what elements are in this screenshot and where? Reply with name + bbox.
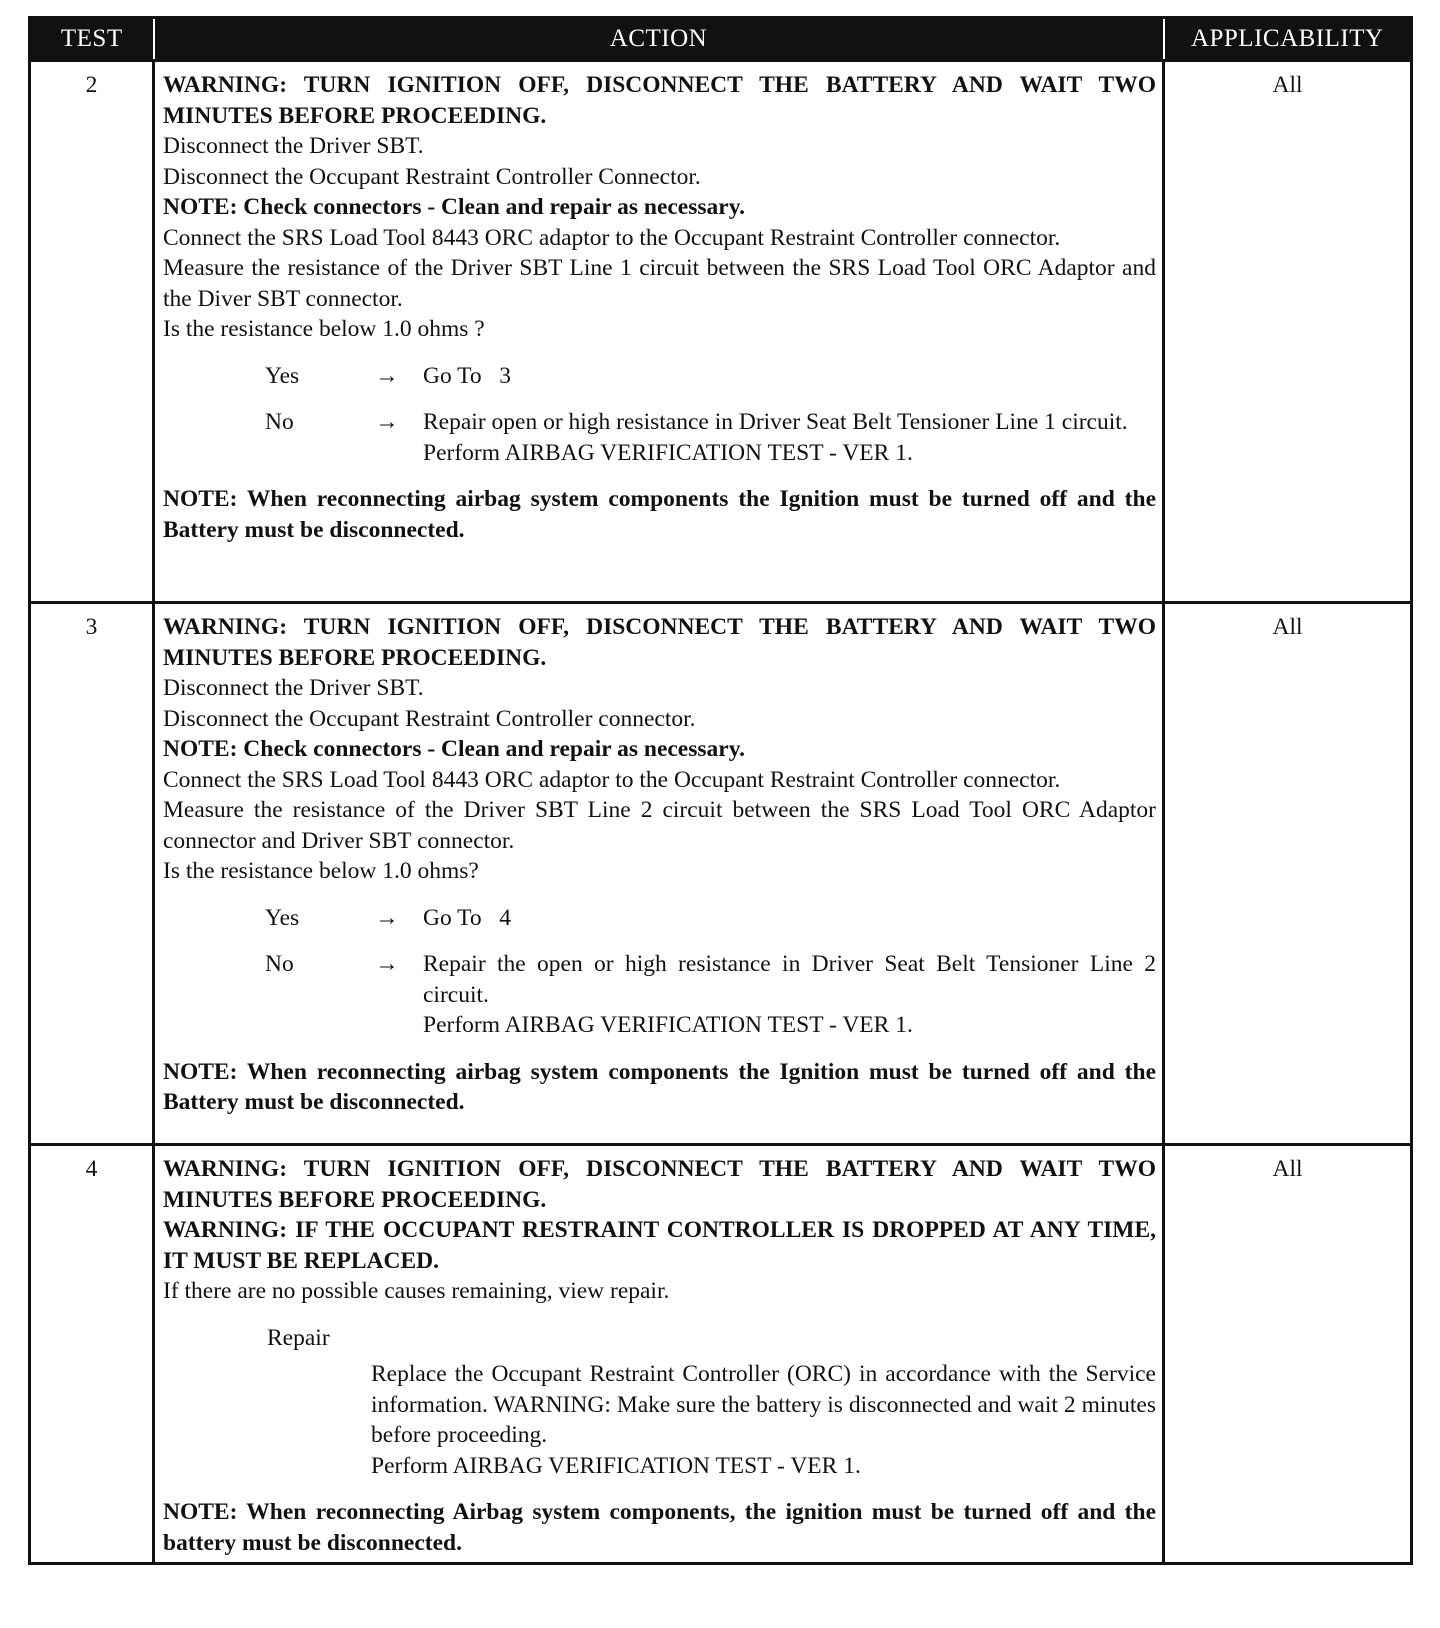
header-test: TEST — [30, 18, 154, 61]
yes-branch — [265, 903, 1156, 934]
header-applicability: APPLICABILITY — [1164, 18, 1412, 61]
final-note: NOTE: When reconnecting airbag system components the Ignition must be turned off and the Battery must be disconnected. — [163, 1058, 1156, 1115]
repair-block — [163, 1323, 1156, 1482]
no-result-repair: Repair the open or high resistance in Driver Seat Belt Tensioner Line 2 circuit. — [423, 951, 1156, 1008]
right-arrow-icon: → — [375, 362, 399, 389]
test-number: 4 — [30, 1145, 154, 1564]
step-text: Disconnect the Occupant Restraint Controller Connector. — [163, 163, 701, 190]
yes-result: Go To 4 — [423, 904, 512, 931]
no-label: No — [265, 951, 294, 977]
table-row — [30, 61, 1412, 603]
action-cell — [154, 603, 1164, 1145]
no-result — [423, 949, 1156, 1041]
right-arrow-icon: → — [375, 951, 399, 977]
step-text: Disconnect the Driver SBT. — [163, 675, 424, 701]
warning-text: WARNING: TURN IGNITION OFF, DISCONNECT THE BATTERY AND WAIT TWO MINUTES BEFORE PROCEEDING. — [163, 614, 1156, 671]
step-text: If there are no possible causes remaining, view repair. — [163, 1278, 670, 1304]
no-branch — [265, 407, 1156, 468]
warning-text: WARNING: IF THE OCCUPANT RESTRAINT CONTROLLER IS DROPPED AT ANY TIME, IT MUST BE REPLACED. — [163, 1217, 1156, 1274]
question-text: Is the resistance below 1.0 ohms? — [163, 858, 479, 884]
no-result-verify: Perform AIRBAG VERIFICATION TEST - VER 1. — [423, 1012, 913, 1038]
action-cell — [154, 1145, 1164, 1564]
repair-label: Repair — [267, 1324, 330, 1351]
step-text: Disconnect the Driver SBT. — [163, 133, 424, 159]
diagnostic-test-page — [28, 16, 1410, 1565]
table-header-row — [30, 18, 1412, 61]
action-cell — [154, 61, 1164, 603]
yes-result: Go To 3 — [423, 362, 512, 389]
applicability-cell: All — [1164, 603, 1412, 1145]
final-note: NOTE: When reconnecting airbag system components the Ignition must be turned off and the Battery must be disconnected. — [163, 486, 1156, 543]
table-row — [30, 1145, 1412, 1564]
step-text: Measure the resistance of the Driver SBT Line 1 circuit between the SRS Load Tool ORC Adaptor and the Diver SBT connector. — [163, 255, 1156, 312]
step-text: Connect the SRS Load Tool 8443 ORC adaptor to the Occupant Restraint Controller connector. — [163, 224, 1061, 251]
no-result-repair: Repair open or high resistance in Driver Seat Belt Tensioner Line 1 circuit. — [423, 409, 1128, 435]
table-row — [30, 603, 1412, 1145]
yes-label: Yes — [265, 362, 300, 389]
diagnostic-table — [28, 16, 1413, 1565]
note-text: NOTE: Check connectors - Clean and repair as necessary. — [163, 736, 746, 762]
no-branch — [265, 949, 1156, 1041]
step-text: Disconnect the Occupant Restraint Controller connector. — [163, 705, 696, 732]
no-result-verify: Perform AIRBAG VERIFICATION TEST - VER 1. — [423, 439, 913, 466]
repair-verify: Perform AIRBAG VERIFICATION TEST - VER 1. — [371, 1452, 861, 1479]
note-text: NOTE: Check connectors - Clean and repair as necessary. — [163, 194, 746, 220]
question-text: Is the resistance below 1.0 ohms ? — [163, 316, 485, 342]
warning-text: WARNING: TURN IGNITION OFF, DISCONNECT THE BATTERY AND WAIT TWO MINUTES BEFORE PROCEEDING. — [163, 72, 1156, 129]
step-text: Connect the SRS Load Tool 8443 ORC adaptor to the Occupant Restraint Controller connector. — [163, 766, 1061, 793]
no-label: No — [265, 409, 294, 435]
repair-text: Replace the Occupant Restraint Controller (ORC) in accordance with the Service information. WARNING: Make sure the battery is disconnected and wait 2 minutes before proceeding. — [371, 1361, 1156, 1448]
step-text: Measure the resistance of the Driver SBT Line 2 circuit between the SRS Load Tool ORC Adaptor connector and Driver SBT connector. — [163, 797, 1156, 854]
test-number: 2 — [30, 61, 154, 603]
test-number: 3 — [30, 603, 154, 1145]
applicability-cell: All — [1164, 1145, 1412, 1564]
yes-label: Yes — [265, 904, 300, 931]
header-action: ACTION — [154, 18, 1164, 61]
right-arrow-icon: → — [375, 904, 399, 931]
applicability-cell: All — [1164, 61, 1412, 603]
warning-text: WARNING: TURN IGNITION OFF, DISCONNECT THE BATTERY AND WAIT TWO MINUTES BEFORE PROCEEDING. — [163, 1156, 1156, 1213]
yes-branch — [265, 361, 1156, 392]
final-note: NOTE: When reconnecting Airbag system components, the ignition must be turned off and the battery must be disconnected. — [163, 1499, 1156, 1556]
no-result — [423, 407, 1156, 468]
right-arrow-icon: → — [375, 409, 399, 435]
